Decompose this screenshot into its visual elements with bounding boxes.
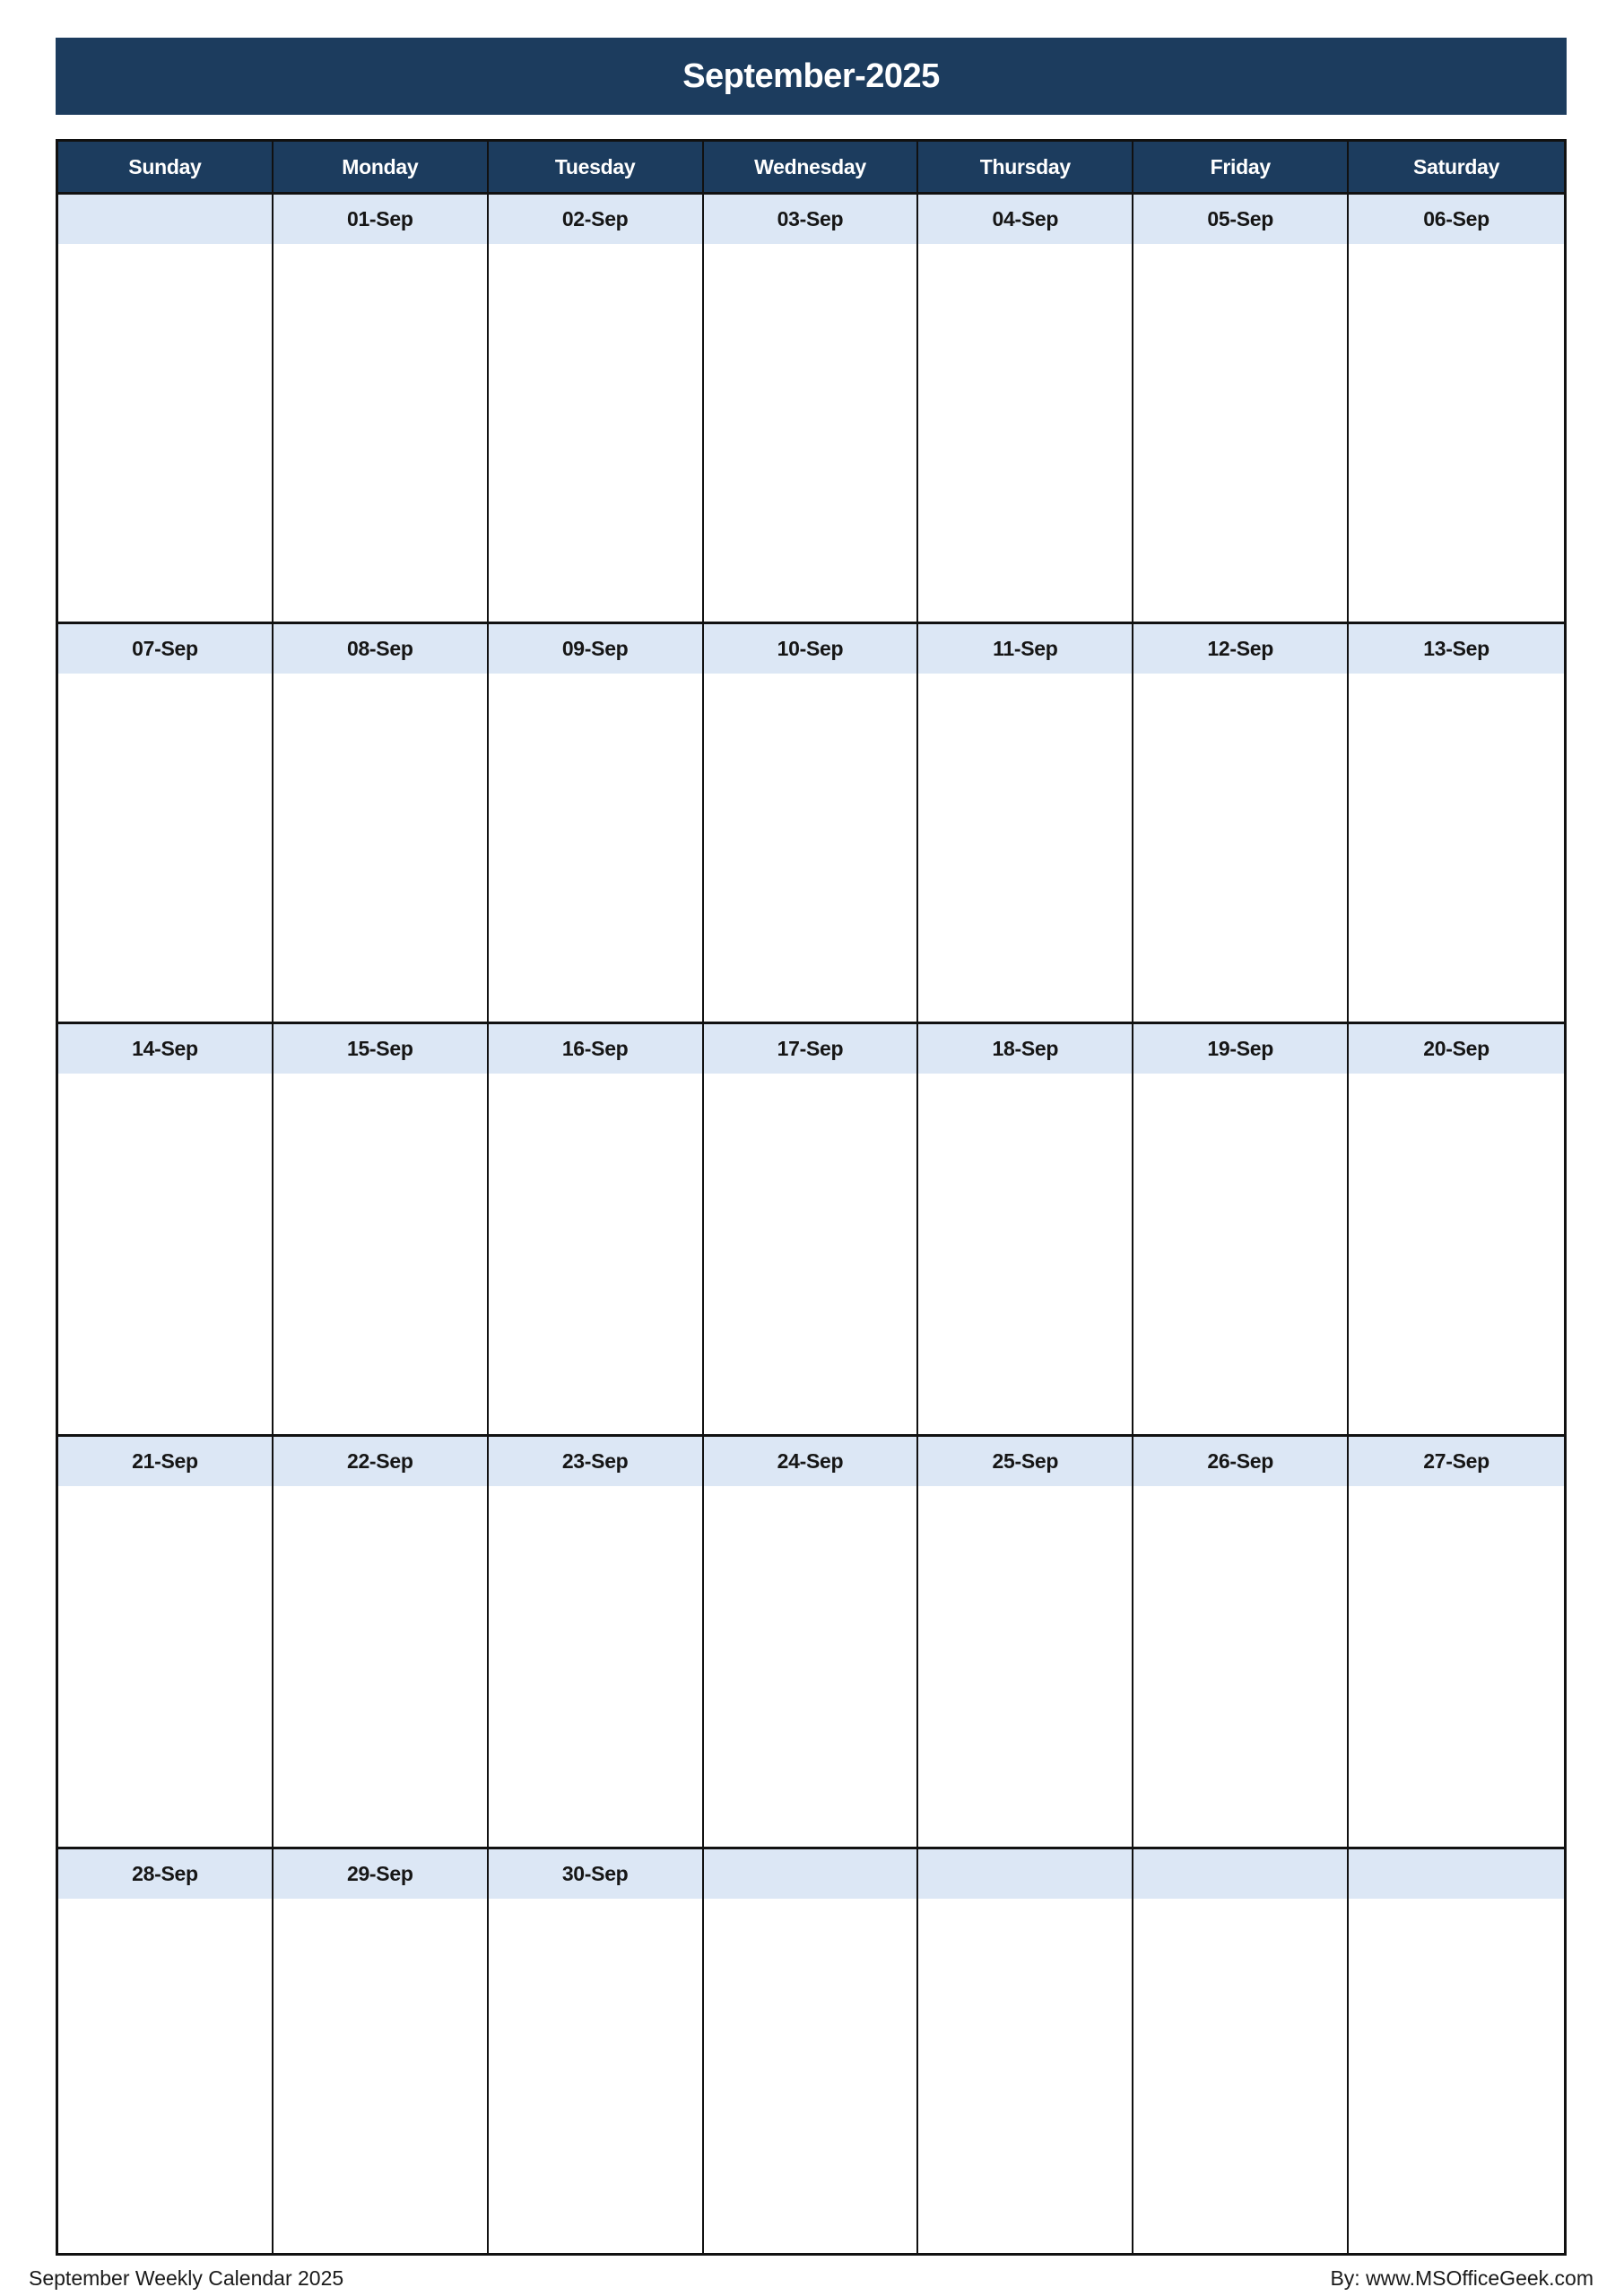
- date-label: 08-Sep: [274, 624, 487, 674]
- calendar-cell[interactable]: [274, 192, 489, 622]
- date-label: [58, 195, 272, 244]
- calendar-cell[interactable]: [704, 1847, 919, 2253]
- calendar-cell[interactable]: [918, 1434, 1133, 1847]
- date-label: 16-Sep: [489, 1024, 702, 1074]
- weekday-header-saturday: Saturday: [1349, 142, 1564, 192]
- calendar-cell[interactable]: [58, 622, 274, 1022]
- calendar-cell[interactable]: [918, 192, 1133, 622]
- calendar-cell[interactable]: [274, 1434, 489, 1847]
- date-label: 10-Sep: [704, 624, 917, 674]
- calendar-cell[interactable]: [58, 1022, 274, 1434]
- date-label: 23-Sep: [489, 1437, 702, 1486]
- date-label: 22-Sep: [274, 1437, 487, 1486]
- calendar-cell[interactable]: [1349, 192, 1564, 622]
- date-label: 18-Sep: [918, 1024, 1132, 1074]
- date-label: 26-Sep: [1133, 1437, 1347, 1486]
- calendar-cell[interactable]: [918, 622, 1133, 1022]
- calendar-cell[interactable]: [58, 1434, 274, 1847]
- calendar-cell[interactable]: [1349, 1847, 1564, 2253]
- calendar-cell[interactable]: [704, 622, 919, 1022]
- date-label: 19-Sep: [1133, 1024, 1347, 1074]
- date-label: 05-Sep: [1133, 195, 1347, 244]
- weekday-header-sunday: Sunday: [58, 142, 274, 192]
- footer-caption: September Weekly Calendar 2025: [29, 2266, 344, 2290]
- date-label: [1349, 1849, 1564, 1899]
- date-label: 15-Sep: [274, 1024, 487, 1074]
- calendar-cell[interactable]: [1133, 1022, 1349, 1434]
- calendar-cell[interactable]: [704, 1022, 919, 1434]
- date-label: 29-Sep: [274, 1849, 487, 1899]
- calendar-cell[interactable]: [918, 1847, 1133, 2253]
- date-label: 06-Sep: [1349, 195, 1564, 244]
- date-label: 24-Sep: [704, 1437, 917, 1486]
- date-label: 01-Sep: [274, 195, 487, 244]
- weekday-header-tuesday: Tuesday: [489, 142, 704, 192]
- calendar-cell[interactable]: [1133, 622, 1349, 1022]
- calendar-cell[interactable]: [918, 1022, 1133, 1434]
- date-label: 12-Sep: [1133, 624, 1347, 674]
- calendar-cell[interactable]: [489, 1434, 704, 1847]
- date-label: 21-Sep: [58, 1437, 272, 1486]
- date-label: 25-Sep: [918, 1437, 1132, 1486]
- date-label: 09-Sep: [489, 624, 702, 674]
- calendar-cell[interactable]: [1349, 1434, 1564, 1847]
- weekday-header-thursday: Thursday: [918, 142, 1133, 192]
- date-label: [1133, 1849, 1347, 1899]
- date-label: 04-Sep: [918, 195, 1132, 244]
- date-label: 14-Sep: [58, 1024, 272, 1074]
- calendar-cell[interactable]: [489, 1847, 704, 2253]
- calendar-cell[interactable]: [489, 1022, 704, 1434]
- date-label: 28-Sep: [58, 1849, 272, 1899]
- date-label: [918, 1849, 1132, 1899]
- calendar-cell[interactable]: [1349, 622, 1564, 1022]
- date-label: 02-Sep: [489, 195, 702, 244]
- month-title: September-2025: [682, 57, 940, 95]
- calendar-cell[interactable]: [1133, 1434, 1349, 1847]
- calendar-cell[interactable]: [1133, 192, 1349, 622]
- date-label: 07-Sep: [58, 624, 272, 674]
- weekday-header-wednesday: Wednesday: [704, 142, 919, 192]
- calendar-cell[interactable]: [1349, 1022, 1564, 1434]
- weekday-header-monday: Monday: [274, 142, 489, 192]
- date-label: [704, 1849, 917, 1899]
- calendar-cell[interactable]: [704, 192, 919, 622]
- calendar-cell[interactable]: [274, 1847, 489, 2253]
- calendar-grid: [56, 139, 1567, 2256]
- calendar-cell[interactable]: [274, 622, 489, 1022]
- calendar-cell[interactable]: [489, 192, 704, 622]
- calendar-cell[interactable]: [489, 622, 704, 1022]
- date-label: 20-Sep: [1349, 1024, 1564, 1074]
- date-label: 11-Sep: [918, 624, 1132, 674]
- date-label: 03-Sep: [704, 195, 917, 244]
- date-label: 17-Sep: [704, 1024, 917, 1074]
- calendar-cell[interactable]: [704, 1434, 919, 1847]
- calendar-cell[interactable]: [58, 1847, 274, 2253]
- calendar-cell[interactable]: [274, 1022, 489, 1434]
- month-title-bar: [56, 38, 1567, 115]
- calendar-cell[interactable]: [58, 192, 274, 622]
- date-label: 27-Sep: [1349, 1437, 1564, 1486]
- weekday-header-friday: Friday: [1133, 142, 1349, 192]
- date-label: 30-Sep: [489, 1849, 702, 1899]
- footer-credit-link[interactable]: By: www.MSOfficeGeek.com: [1330, 2266, 1594, 2290]
- calendar-cell[interactable]: [1133, 1847, 1349, 2253]
- date-label: 13-Sep: [1349, 624, 1564, 674]
